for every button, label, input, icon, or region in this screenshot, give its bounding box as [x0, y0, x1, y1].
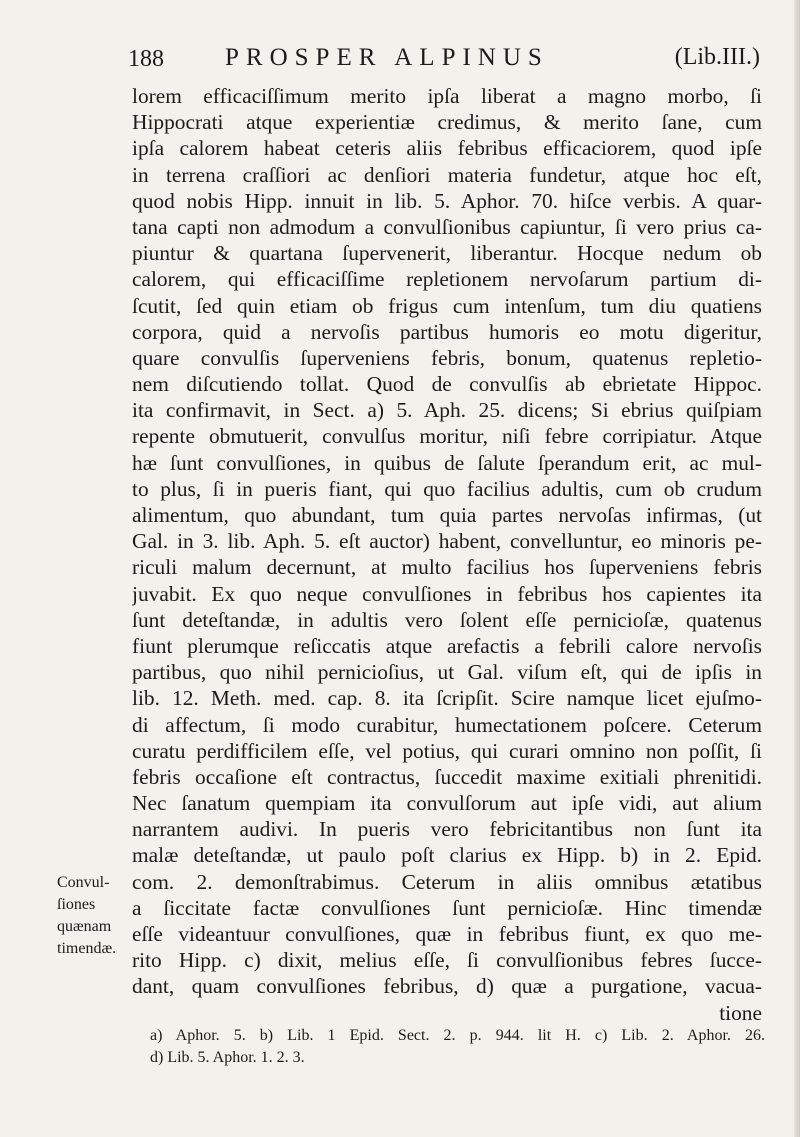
text-line: to plus, ſi in pueris fiant, qui quo facilius adultis, cum ob crudum: [132, 476, 762, 501]
book-reference: (Lib.III.): [674, 44, 760, 70]
text-line: quod nobis Hipp. innuit in lib. 5. Aphor. 70. hiſce verbis. A quar-: [132, 188, 762, 213]
text-line: lib. 12. Meth. med. cap. 8. ita ſcripſit. Scire namque licet ejuſmo-: [132, 686, 762, 711]
text-line: corpora, quid a nervoſis partibus humoris eo motu digeritur,: [132, 319, 762, 344]
text-line: ſunt deteſtandæ, in adultis vero ſolent eſſe pernicioſæ, quatenus: [132, 607, 762, 632]
text-line: di affectum, ſi modo curabitur, humectationem poſcere. Ceterum: [132, 712, 762, 737]
text-line: Gal. in 3. lib. Aph. 5. eſt auctor) habent, convelluntur, eo minoris pe-: [132, 529, 762, 554]
text-line: piuntur & quartana ſupervenerit, liberantur. Hocque nedum ob: [132, 241, 762, 266]
text-line: ipſa calorem habeat ceteris aliis febribus efficaciorem, quod ipſe: [132, 136, 762, 161]
text-line: quare convulſis ſuperveniens febris, bonum, quatenus repletio-: [132, 345, 762, 370]
text-line: febris occaſione eſt contractus, ſuccedit maxime exitiali phrenitidi.: [132, 764, 762, 789]
text-line: narrantem audivi. In pueris vero febricitantibus non ſunt ita: [132, 817, 762, 842]
footnotes: [150, 1025, 765, 1069]
text-line: ita confirmavit, in Sect. a) 5. Aph. 25. dicens; Si ebrius quiſpiam: [132, 398, 762, 423]
text-line: partibus, quo nihil pernicioſius, ut Gal. viſum eſt, qui de ipſis in: [132, 660, 762, 685]
text-line: hæ ſunt convulſiones, in quibus de ſalute ſperandum erit, ac mul-: [132, 450, 762, 475]
page-edge: [794, 0, 800, 1137]
body-text: [132, 83, 762, 1026]
text-line: rito Hipp. c) dixit, melius eſſe, ſi convulſionibus febres ſucce-: [132, 948, 762, 973]
text-line: nem diſcutiendo tollat. Quod de convulſis ab ebrietate Hippoc.: [132, 372, 762, 397]
margin-note-line: timendæ.: [57, 940, 117, 957]
margin-note: [57, 872, 137, 960]
text-line: riculi malum decernunt, at multo facilius hos ſuperveniens febris: [132, 555, 762, 580]
text-line: com. 2. demonſtrabimus. Ceterum in aliis omnibus ætatibus: [132, 869, 762, 894]
footnote-line: d) Lib. 5. Aphor. 1. 2. 3.: [150, 1049, 305, 1066]
text-line: repente obmutuerit, convulſus moritur, niſi febre corripiatur. Atque: [132, 424, 762, 449]
text-line: alimentum, quo abundant, tum quia partes nervoſas infirmas, (ut: [132, 503, 762, 527]
text-line: in terrena craſſiori ac denſiori materia fundetur, atque hoc eſt,: [132, 162, 762, 187]
page-number: 188: [128, 46, 164, 72]
text-line: Nec ſanatum quempiam ita convulſorum aut ipſe vidi, aut alium: [132, 791, 762, 816]
text-line: tione: [719, 1000, 762, 1025]
running-header: [128, 40, 768, 80]
text-line: ſcutit, ſed quin etiam ob frigus cum intenſum, tum diu quatiens: [132, 293, 762, 318]
text-line: eſſe videantuur convulſiones, quæ in febribus fiunt, ex quo me-: [132, 922, 762, 946]
text-line: curatu perdifficilem eſſe, vel potius, qui curari omnino non poſſit, ſi: [132, 738, 762, 763]
text-line: juvabit. Ex quo neque convulſiones in febribus hos capientes ita: [132, 581, 762, 606]
running-title: PROSPER ALPINUS: [225, 44, 549, 71]
margin-note-line: quænam: [57, 918, 112, 935]
text-line: tana capti non admodum a convulſionibus capiuntur, ſi vero prius ca-: [132, 214, 762, 239]
text-line: malæ deteſtandæ, ut paulo poſt clarius ex Hipp. b) in 2. Epid.: [132, 843, 762, 868]
text-line: a ſiccitate factæ convulſiones ſunt pernicioſæ. Hinc timendæ: [132, 895, 762, 920]
text-line: lorem efficaciſſimum merito ipſa liberat a magno morbo, ſi: [132, 84, 762, 108]
text-line: calorem, qui efficaciſſime repletionem nervoſarum partium di-: [132, 267, 762, 292]
text-line: Hippocrati atque experientiæ credimus, & merito ſane, cum: [132, 110, 762, 135]
footnote-line: a) Aphor. 5. b) Lib. 1 Epid. Sect. 2. p. 944. lit H. c) Lib. 2. Aphor. 26.: [150, 1027, 765, 1044]
margin-note-line: ſiones: [57, 896, 96, 913]
margin-note-line: Convul-: [57, 874, 110, 891]
text-line: fiunt plerumque reſiccatis atque arefactis a febrili calore nervoſis: [132, 633, 762, 658]
text-line: dant, quam convulſiones febribus, d) quæ a purgatione, vacua-: [132, 974, 762, 999]
